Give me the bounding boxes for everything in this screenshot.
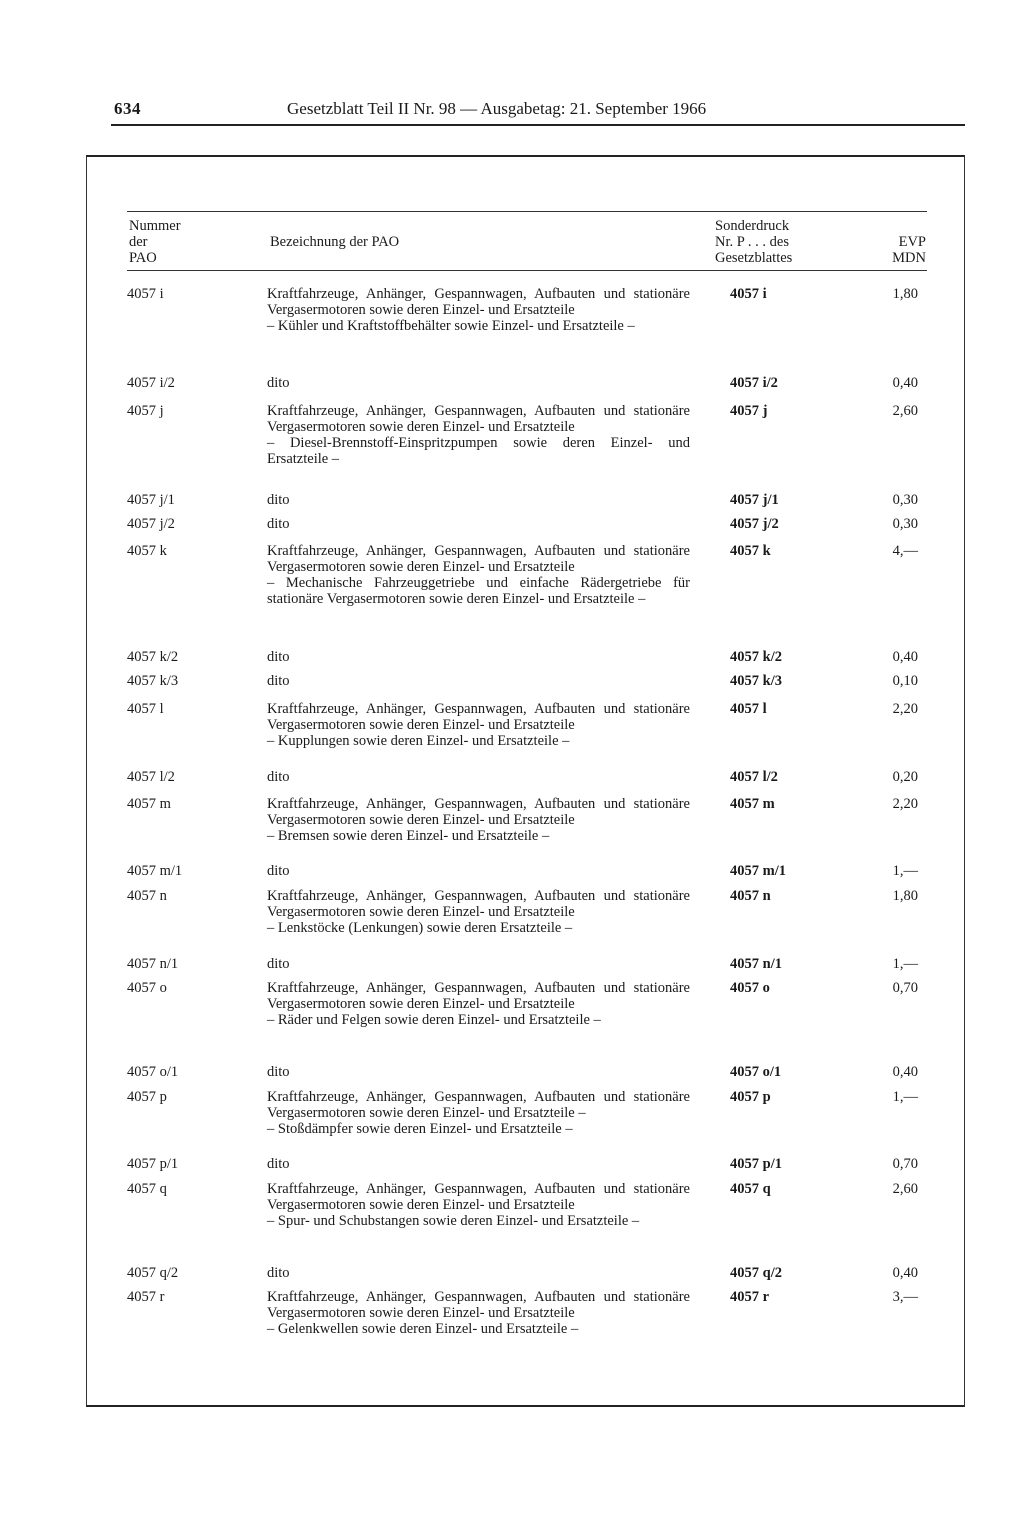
- sonderdruck-number: 4057 l: [730, 701, 767, 717]
- sonderdruck-number: 4057 j: [730, 403, 768, 419]
- evp-price: 0,70: [892, 980, 918, 996]
- pao-number: 4057 j/2: [127, 516, 175, 532]
- sonderdruck-number: 4057 k/2: [730, 649, 782, 665]
- pao-description: Kraftfahrzeuge, Anhänger, Gespannwagen, Aufbauten und stationäre Vergasermotoren sowie deren Einzel- und Ersatzteile – Mechanische Fahrzeuggetriebe und einfache Rädergetriebe für stationäre Vergasermotoren sowie deren Einzel- und Ersatzteile –: [267, 543, 690, 607]
- evp-price: 0,40: [892, 1265, 918, 1281]
- pao-description: dito: [267, 516, 290, 532]
- evp-price: 1,—: [892, 956, 918, 972]
- pao-number: 4057 i: [127, 286, 164, 302]
- page-number: 634: [114, 99, 141, 118]
- running-title: Gesetzblatt Teil II Nr. 98 — Ausgabetag: 21. September 1966: [287, 99, 707, 118]
- pao-number: 4057 p: [127, 1089, 167, 1105]
- evp-price: 0,40: [892, 1064, 918, 1080]
- sonderdruck-number: 4057 k/3: [730, 673, 782, 689]
- evp-price: 0,30: [892, 492, 918, 508]
- evp-price: 0,30: [892, 516, 918, 532]
- pao-number: 4057 k/3: [127, 673, 179, 689]
- evp-price: 1,80: [892, 286, 918, 302]
- evp-price: 4,—: [892, 543, 918, 559]
- evp-price: 2,20: [892, 701, 918, 717]
- table-header-rule: [127, 270, 927, 271]
- pao-number: 4057 k/2: [127, 649, 179, 665]
- evp-price: 0,70: [892, 1156, 918, 1172]
- sonderdruck-number: 4057 p/1: [730, 1156, 782, 1172]
- evp-price: 0,10: [892, 673, 918, 689]
- pao-description: Kraftfahrzeuge, Anhänger, Gespannwagen, Aufbauten und stationäre Vergasermotoren sowie deren Einzel- und Ersatzteile – Kupplungen sowie deren Einzel- und Ersatzteile –: [267, 701, 690, 749]
- pao-description: dito: [267, 673, 290, 689]
- evp-price: 1,—: [892, 1089, 918, 1105]
- pao-number: 4057 p/1: [127, 1156, 179, 1172]
- pao-description: dito: [267, 863, 290, 879]
- pao-description: Kraftfahrzeuge, Anhänger, Gespannwagen, Aufbauten und stationäre Vergasermotoren sowie deren Einzel- und Ersatzteile – Kühler und Kraftstoffbehälter sowie Einzel- und Ersatzteile –: [267, 286, 690, 334]
- pao-description: Kraftfahrzeuge, Anhänger, Gespannwagen, Aufbauten und stationäre Vergasermotoren sowie deren Einzel- und Ersatzteile – – Stoßdämpfer sowie deren Einzel- und Ersatzteile –: [267, 1089, 690, 1137]
- sonderdruck-number: 4057 i/2: [730, 375, 778, 391]
- evp-price: 2,60: [892, 403, 918, 419]
- sonderdruck-number: 4057 k: [730, 543, 771, 559]
- table-top-rule: [127, 211, 927, 212]
- sonderdruck-number: 4057 n/1: [730, 956, 782, 972]
- pao-description: Kraftfahrzeuge, Anhänger, Gespannwagen, Aufbauten und stationäre Vergasermotoren sowie deren Einzel- und Ersatzteile – Gelenkwellen sowie deren Einzel- und Ersatzteile –: [267, 1289, 690, 1337]
- sonderdruck-number: 4057 l/2: [730, 769, 778, 785]
- pao-number: 4057 n/1: [127, 956, 179, 972]
- pao-description: Kraftfahrzeuge, Anhänger, Gespannwagen, Aufbauten und stationäre Vergasermotoren sowie deren Einzel- und Ersatzteile – Bremsen sowie deren Einzel- und Ersatzteile –: [267, 796, 690, 844]
- pao-number: 4057 n: [127, 888, 167, 904]
- pao-number: 4057 j: [127, 403, 164, 419]
- pao-number: 4057 l: [127, 701, 164, 717]
- pao-description: dito: [267, 649, 290, 665]
- pao-number: 4057 j/1: [127, 492, 175, 508]
- evp-price: 1,—: [892, 863, 918, 879]
- pao-description: Kraftfahrzeuge, Anhänger, Gespannwagen, Aufbauten und stationäre Vergasermotoren sowie deren Einzel- und Ersatzteile – Spur- und Schubstangen sowie deren Einzel- und Ersatzteile –: [267, 1181, 690, 1229]
- evp-price: 0,40: [892, 649, 918, 665]
- evp-price: 1,80: [892, 888, 918, 904]
- pao-description: dito: [267, 956, 290, 972]
- evp-price: 2,20: [892, 796, 918, 812]
- sonderdruck-number: 4057 p: [730, 1089, 771, 1105]
- header-bezeichnung: Bezeichnung der PAO: [270, 234, 400, 250]
- pao-number: 4057 r: [127, 1289, 165, 1305]
- sonderdruck-number: 4057 o/1: [730, 1064, 782, 1080]
- sonderdruck-number: 4057 j/2: [730, 516, 779, 532]
- header-sonderdruck: Sonderdruck Nr. P . . . des Gesetzblattes: [715, 218, 793, 266]
- pao-description: dito: [267, 375, 290, 391]
- pao-description: Kraftfahrzeuge, Anhänger, Gespannwagen, Aufbauten und stationäre Vergasermotoren sowie deren Einzel- und Ersatzteile – Diesel-Brennstoff-Einspritzpumpen sowie deren Einzel- und Ersatzteile –: [267, 403, 690, 467]
- pao-description: dito: [267, 1265, 290, 1281]
- pao-description: dito: [267, 1156, 290, 1172]
- evp-price: 2,60: [892, 1181, 918, 1197]
- pao-number: 4057 k: [127, 543, 167, 559]
- sonderdruck-number: 4057 q: [730, 1181, 771, 1197]
- header-nummer: Nummer der PAO: [129, 218, 181, 266]
- sonderdruck-number: 4057 q/2: [730, 1265, 782, 1281]
- header-rule: [111, 124, 965, 126]
- pao-number: 4057 l/2: [127, 769, 175, 785]
- evp-price: 3,—: [892, 1289, 918, 1305]
- pao-number: 4057 o: [127, 980, 167, 996]
- header-evp: EVP MDN: [892, 234, 926, 266]
- pao-number: 4057 i/2: [127, 375, 175, 391]
- sonderdruck-number: 4057 j/1: [730, 492, 779, 508]
- pao-description: dito: [267, 492, 290, 508]
- sonderdruck-number: 4057 i: [730, 286, 767, 302]
- pao-description: dito: [267, 1064, 290, 1080]
- pao-number: 4057 o/1: [127, 1064, 179, 1080]
- pao-number: 4057 q/2: [127, 1265, 179, 1281]
- pao-number: 4057 m: [127, 796, 171, 812]
- pao-number: 4057 q: [127, 1181, 167, 1197]
- pao-description: Kraftfahrzeuge, Anhänger, Gespannwagen, Aufbauten und stationäre Vergasermotoren sowie deren Einzel- und Ersatzteile – Lenkstöcke (Lenkungen) sowie deren Ersatzteile –: [267, 888, 690, 936]
- sonderdruck-number: 4057 r: [730, 1289, 770, 1305]
- evp-price: 0,20: [892, 769, 918, 785]
- pao-number: 4057 m/1: [127, 863, 183, 879]
- pao-description: Kraftfahrzeuge, Anhänger, Gespannwagen, Aufbauten und stationäre Vergasermotoren sowie deren Einzel- und Ersatzteile – Räder und Felgen sowie deren Einzel- und Ersatzteile –: [267, 980, 690, 1028]
- evp-price: 0,40: [892, 375, 918, 391]
- pao-description: dito: [267, 769, 290, 785]
- sonderdruck-number: 4057 n: [730, 888, 771, 904]
- sonderdruck-number: 4057 m: [730, 796, 775, 812]
- sonderdruck-number: 4057 m/1: [730, 863, 786, 879]
- sonderdruck-number: 4057 o: [730, 980, 770, 996]
